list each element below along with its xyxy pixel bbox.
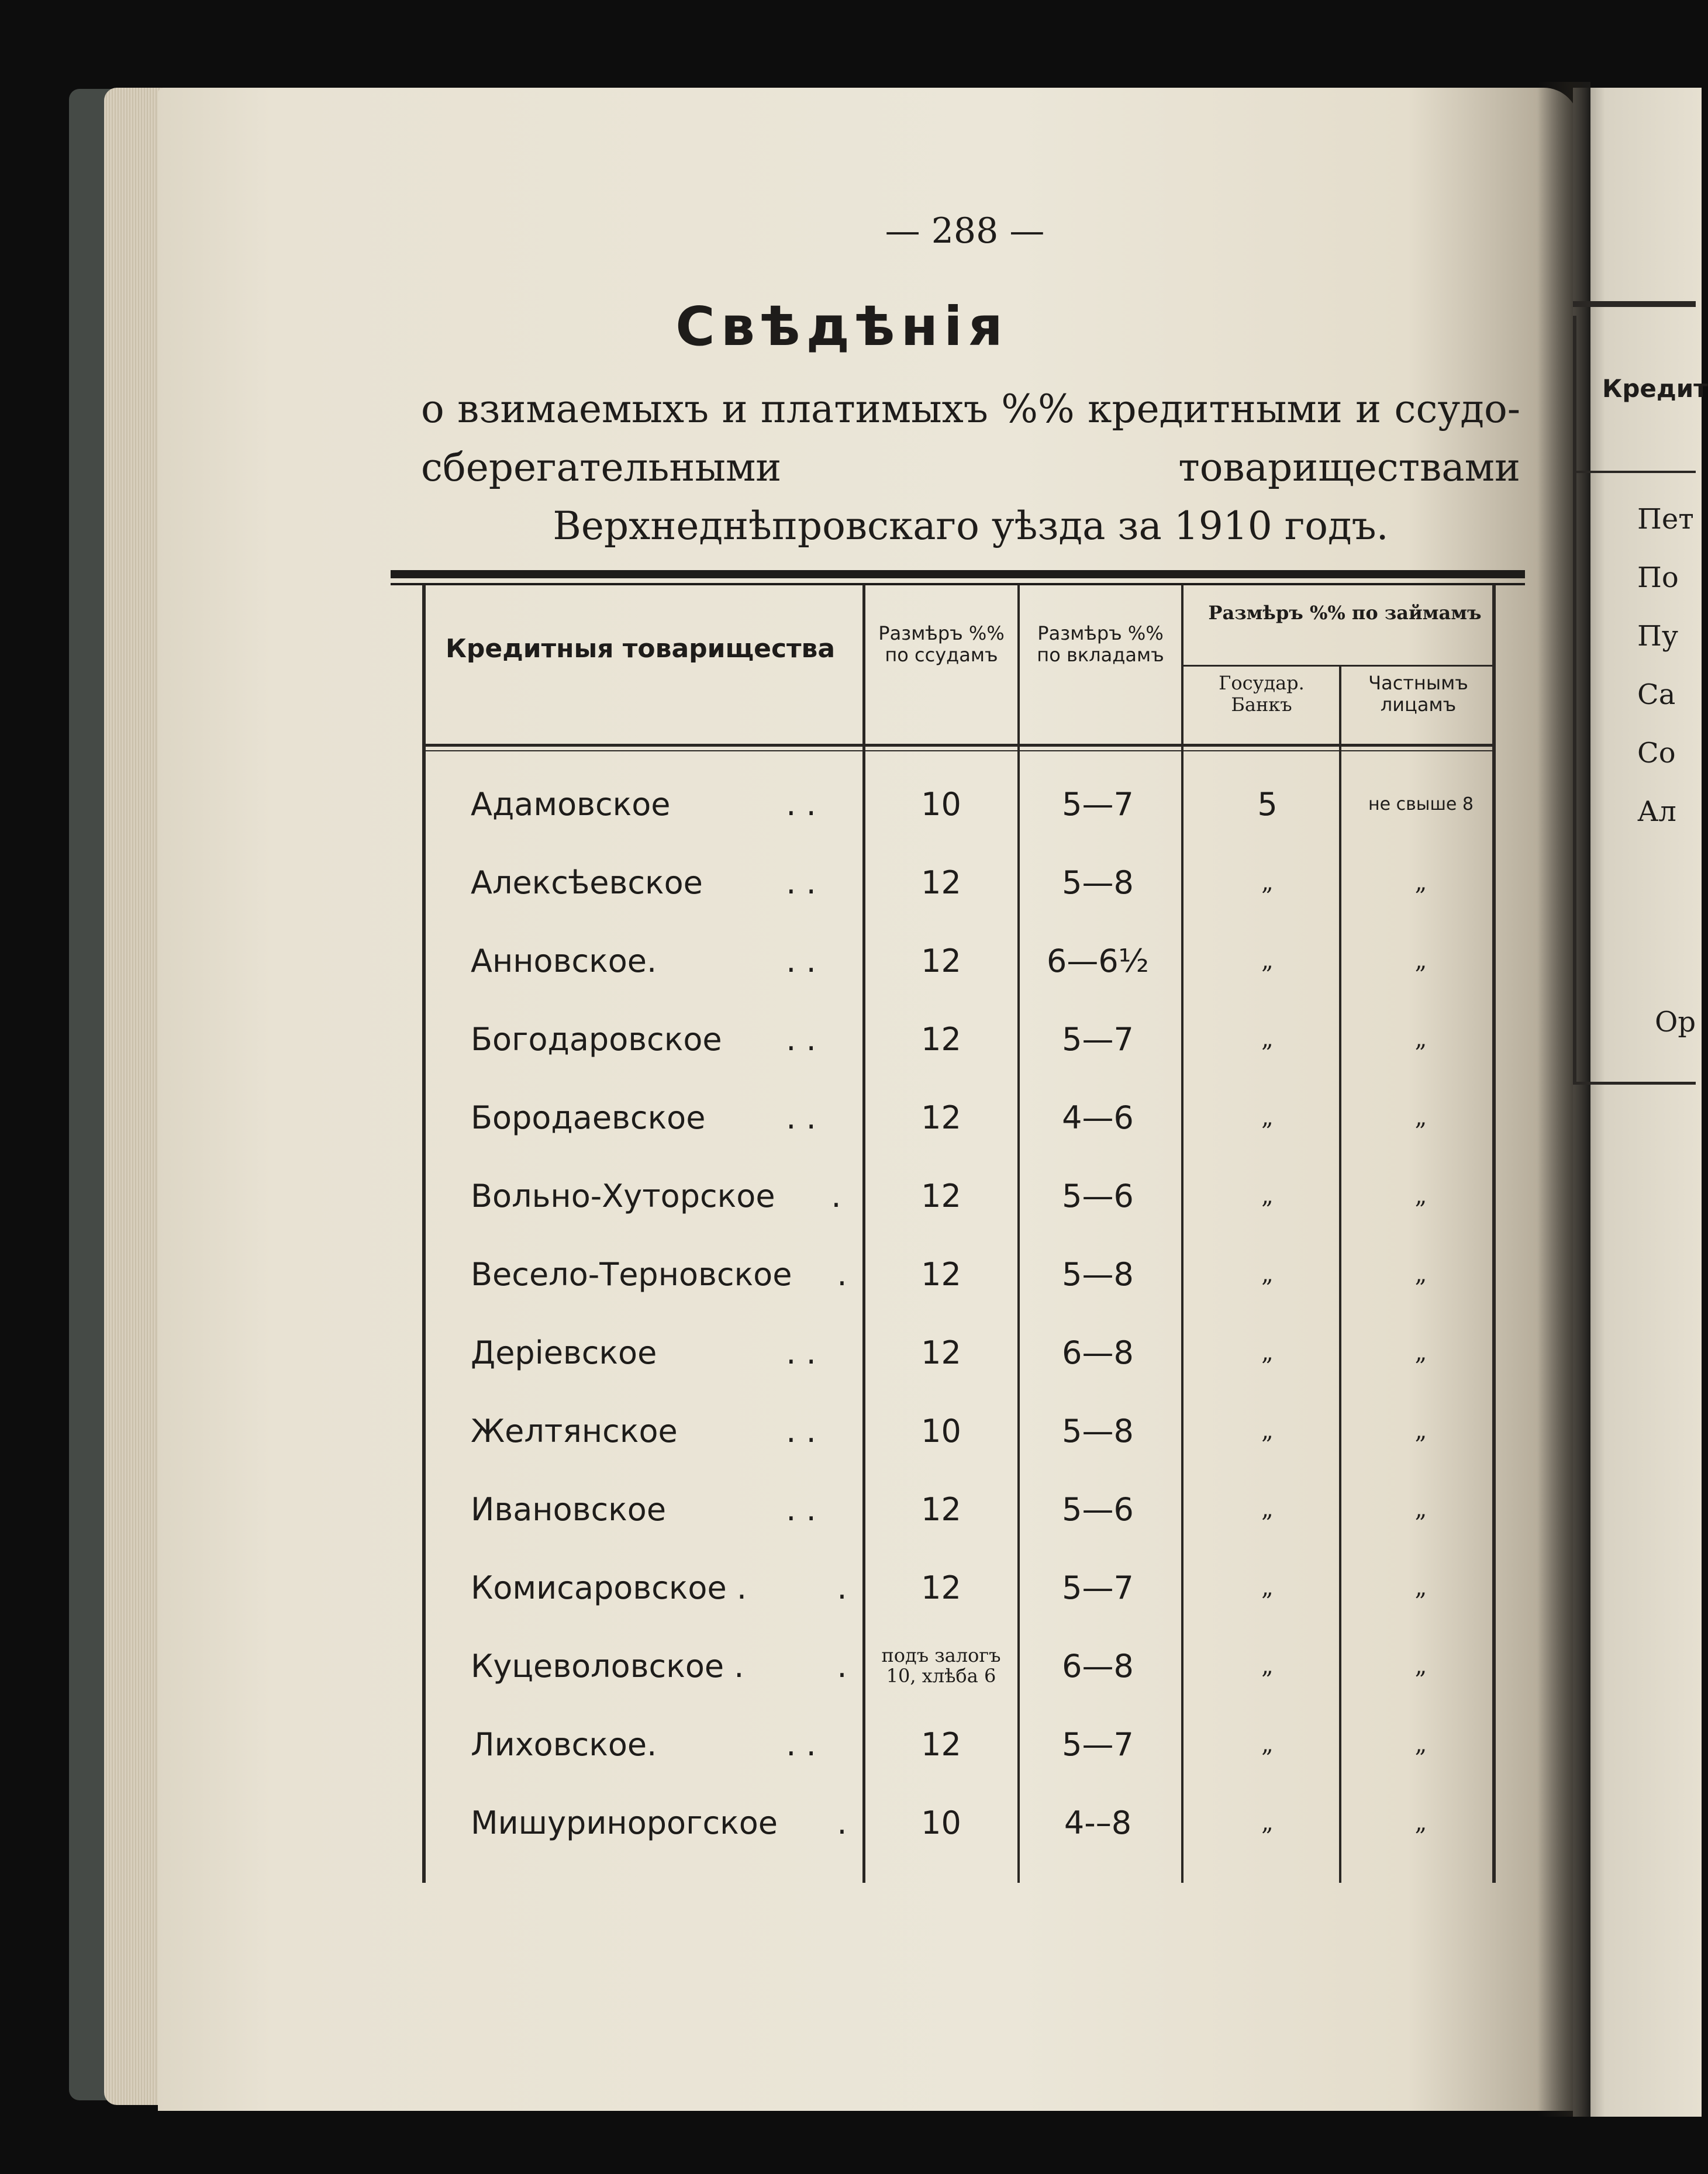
right-page-left-border	[1573, 316, 1576, 1082]
table-row	[0, 922, 1696, 1000]
deposit-rate: 4—6	[1062, 1099, 1134, 1136]
deposit-rate: 5—7	[1062, 785, 1134, 823]
loan-rate: 12	[921, 864, 961, 901]
state-bank-rate: „	[1261, 1104, 1274, 1131]
state-bank-rate: „	[1261, 947, 1274, 974]
leader-dots: . .	[786, 942, 816, 979]
state-bank-rate: „	[1261, 869, 1274, 896]
leader-dots: .	[837, 1647, 847, 1685]
loan-rate: 12	[921, 942, 961, 979]
right-page-item: Со	[1637, 737, 1676, 769]
loan-rate: 12	[921, 1490, 961, 1528]
table-top-rule	[391, 570, 1525, 578]
header-private-persons: Частнымъ лицамъ	[1368, 672, 1468, 716]
association-name: Адамовское	[471, 785, 671, 823]
header-deposits: Размѣръ %% по вкладамъ	[1037, 622, 1164, 666]
page-subtitle: о взимаемыхъ и платимыхъ %% кредитными и ссудо-сберегательными товариществами Верхнеднѣпровскаго уѣзда за 1910 годъ.	[421, 387, 1520, 548]
right-page-top-rule	[1573, 301, 1696, 307]
deposit-rate: 5—6	[1062, 1490, 1134, 1528]
deposit-rate: 6—6½	[1046, 942, 1150, 979]
private-rate: „	[1414, 1417, 1427, 1444]
leader-dots: .	[831, 1177, 841, 1214]
right-page-item: По	[1637, 561, 1679, 594]
deposit-rate: 5—8	[1062, 1255, 1134, 1293]
loan-rate: подъ залогъ 10, хлѣба 6	[881, 1644, 1001, 1687]
state-bank-rate: „	[1261, 1026, 1274, 1053]
association-name: Алексѣевское	[471, 864, 703, 901]
table-row	[0, 1470, 1696, 1548]
loan-rate: 12	[921, 1255, 961, 1293]
association-name: Куцеволовское .	[471, 1647, 744, 1685]
leader-dots: . .	[786, 1490, 816, 1528]
deposit-rate: 5—7	[1062, 1726, 1134, 1763]
right-page-bottom-rule	[1573, 1082, 1696, 1085]
private-rate: „	[1414, 1182, 1427, 1209]
state-bank-rate: 5	[1257, 785, 1278, 823]
state-bank-rate: „	[1261, 1574, 1274, 1601]
state-bank-rate: „	[1261, 1339, 1274, 1366]
association-name: Весело-Терновское	[471, 1255, 792, 1293]
deposit-rate: 5—8	[1062, 1412, 1134, 1450]
header-bottom-rule	[422, 744, 1496, 747]
private-rate: „	[1414, 1339, 1427, 1366]
association-name: Комисаровское .	[471, 1569, 747, 1606]
page-title: Свѣдѣнія	[675, 295, 1009, 358]
leader-dots: . .	[786, 785, 816, 823]
private-rate: „	[1414, 869, 1427, 896]
right-page-item: Ор	[1655, 1006, 1696, 1038]
private-rate: „	[1414, 1496, 1427, 1523]
leader-dots: .	[837, 1804, 847, 1841]
state-bank-rate: „	[1261, 1809, 1274, 1836]
deposit-rate: 5—6	[1062, 1177, 1134, 1214]
deposit-rate: 6—8	[1062, 1334, 1134, 1371]
table-row	[0, 1548, 1696, 1627]
header-credit-associations: Кредитныя товарищества	[445, 634, 836, 664]
leader-dots: . .	[786, 1334, 816, 1371]
private-rate: „	[1414, 947, 1427, 974]
leader-dots: . .	[786, 1726, 816, 1763]
leader-dots: . .	[786, 864, 816, 901]
right-page-header-rule	[1573, 471, 1696, 473]
loan-rate: 12	[921, 1726, 961, 1763]
private-rate: „	[1414, 1574, 1427, 1601]
leader-dots: . .	[786, 1020, 816, 1058]
association-name: Вольно-Хуторское	[471, 1177, 775, 1214]
loan-rate: 10	[921, 785, 961, 823]
right-page-item: Са	[1637, 678, 1676, 711]
header-borrowings-group: Размѣръ %% по займамъ	[1208, 602, 1482, 624]
table-row	[0, 1235, 1696, 1313]
state-bank-rate: „	[1261, 1652, 1274, 1679]
table-row	[0, 1313, 1696, 1392]
header-loans: Размѣръ %% по ссудамъ	[878, 622, 1005, 666]
table-row	[0, 1078, 1696, 1157]
private-rate: „	[1414, 1026, 1427, 1053]
leader-dots: . .	[786, 1412, 816, 1450]
association-name: Желтянское	[471, 1412, 678, 1450]
page-number: — 288 —	[885, 211, 1045, 251]
table-row	[0, 1627, 1696, 1705]
loan-rate: 10	[921, 1412, 961, 1450]
private-rate: „	[1414, 1261, 1427, 1288]
table-row	[0, 1000, 1696, 1078]
leader-dots: .	[837, 1255, 847, 1293]
header-bottom-rule-thin	[422, 750, 1496, 751]
deposit-rate: 4-–8	[1064, 1804, 1132, 1841]
private-rate: „	[1414, 1809, 1427, 1836]
leader-dots: . .	[786, 1099, 816, 1136]
state-bank-rate: „	[1261, 1496, 1274, 1523]
right-page-item: Ал	[1637, 795, 1676, 828]
state-bank-rate: „	[1261, 1182, 1274, 1209]
association-name: Богодаровское	[471, 1020, 722, 1058]
table-row	[0, 1783, 1696, 1862]
right-page-item: Пет	[1637, 503, 1694, 536]
association-name: Бородаевское	[471, 1099, 706, 1136]
deposit-rate: 5—8	[1062, 864, 1134, 901]
association-name: Анновское.	[471, 942, 657, 979]
private-rate: не свыше 8	[1368, 793, 1474, 815]
association-name: Ивановское	[471, 1490, 667, 1528]
table-row	[0, 765, 1696, 843]
leader-dots: .	[837, 1569, 847, 1606]
header-group-rule	[1181, 665, 1496, 667]
private-rate: „	[1414, 1104, 1427, 1131]
loan-rate: 12	[921, 1177, 961, 1214]
loan-rate: 12	[921, 1099, 961, 1136]
table-top-rule-thin	[391, 583, 1525, 585]
right-page-header: Кредит	[1602, 374, 1708, 403]
private-rate: „	[1414, 1652, 1427, 1679]
loan-rate: 10	[921, 1804, 961, 1841]
table-row	[0, 1157, 1696, 1235]
loan-rate: 12	[921, 1569, 961, 1606]
state-bank-rate: „	[1261, 1261, 1274, 1288]
table-row	[0, 1392, 1696, 1470]
state-bank-rate: „	[1261, 1417, 1274, 1444]
deposit-rate: 6—8	[1062, 1647, 1134, 1685]
association-name: Мишуринорогское	[471, 1804, 778, 1841]
association-name: Деріевское	[471, 1334, 657, 1371]
header-state-bank: Государ. Банкъ	[1219, 672, 1305, 716]
right-page-item: Пу	[1637, 620, 1679, 653]
deposit-rate: 5—7	[1062, 1020, 1134, 1058]
private-rate: „	[1414, 1731, 1427, 1758]
deposit-rate: 5—7	[1062, 1569, 1134, 1606]
table-row	[0, 843, 1696, 922]
state-bank-rate: „	[1261, 1731, 1274, 1758]
loan-rate: 12	[921, 1020, 961, 1058]
association-name: Лиховское.	[471, 1726, 657, 1763]
table-row	[0, 1705, 1696, 1783]
loan-rate: 12	[921, 1334, 961, 1371]
